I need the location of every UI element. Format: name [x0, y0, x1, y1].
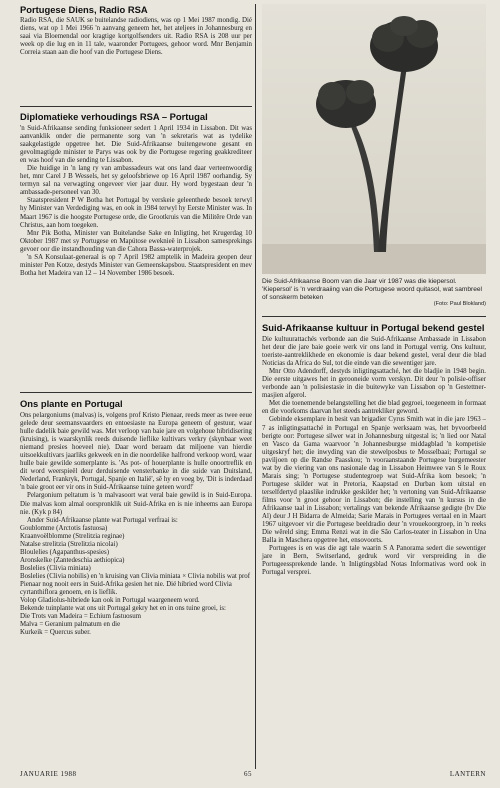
article-title: Diplomatieke verhoudings RSA – Portugal [20, 111, 208, 122]
section-divider [262, 316, 486, 317]
paragraph: 'n Suid-Afrikaanse sending funksioneer sedert 1 April 1934 in Lissabon. Dit was aanvanklik onder die permanente sorg van 'n sekretaris wat as tydelike saakgelastigde opgetree het. Die Suid-Afrikaanse buitengewone gesant en gevolmagtigde minister te Parys was ook by die Portugese regering geakkrediteer en was hoof van die sending te Lissabon. [20, 125, 252, 165]
paragraph: Mnr Otto Adendorff, destyds inligtingsattaché, het die bladjie in 1948 begin. Die eerste uitgawes het in gerooneide vorm verskyn. Dit deur 'n polisie-offiser verbonde aan 'n polisiestasie in die buitewyke van Lissabon op 'n Gestettner-masjien afgerol. [262, 368, 486, 400]
magazine-name: LANTERN [449, 770, 486, 778]
list-item: Kraanvoëlblomme (Strelitzia reginae) [20, 532, 125, 540]
article-title: Portugese Diens, Radio RSA [20, 4, 148, 15]
article-title: Suid-Afrikaanse kultuur in Portugal bekend gestel [262, 322, 485, 333]
article-diplomatic-relations [20, 111, 252, 278]
paragraph: Pelargonium peltatum is 'n malvasoort wat veral baie gewild is in Suid-Europa. Die malvas kom almal oorspronklik uit Suid-Afrika en is nie inheems aan Europa nie. (Kyk p 84) [20, 492, 252, 516]
list-item: Boslelies (Clivia nobilis) en 'n kruising van Clivia miniata × Clivia nobilis wat prof Pienaar nog nooit eers in Suid-Afrika gesien het nie. Dié hibried word Clivia cyrtanthiflora genoem, en is lieflik. [20, 572, 251, 597]
article-body [262, 336, 486, 577]
article-radio-rsa [20, 4, 252, 57]
paragraph: 'n SA Konsulaat-generaal is op 7 April 1982 amptelik in Madeira geopen deur minister Pen Kotze, destyds Minister van Gemeenskapsbou. Staatspresident en mev Botha het Madeira van 12 – 14 November 1986 besoek. [20, 253, 252, 277]
article-body [20, 17, 252, 57]
plant-list [20, 525, 252, 638]
paragraph: Ons pelargoniums (malvas) is, volgens prof Kristo Pienaar, reeds meer as twee eeue gelede deur seemansvaarders en entoesiaste na Europa geneem of gestuur, waar hulle dadelik baie gewild was. Met verloop van baie jare en volgehoue hibridisering (kruising), is waarskynlik reeds duisende lieflike kultivars verkry (skynbaar weet niemand presies hoeveel nie). Daar word beraam dat miljoene van hierdie uitsoekkultivars jaarliks gekweek en in die noordelike halfrond verkoop word, waar hulle baie gewilde somerplante is. 'As pot- of houerplante is hulle onoortreflik en dit word weerspieël deur derduisende vensterbanke in die suide van Duitsland, Nederland, Frankryk, Portugal, Spanje en Italië', sê hy en voeg by, 'Dit is inderdaad 'n baie groot eer vir ons in Suid-Afrikaanse tuine geteen word!' [20, 412, 252, 492]
article-title: Ons plante en Portugal [20, 398, 123, 409]
column-divider [255, 4, 256, 769]
article-culture-portugal [262, 322, 486, 577]
list-item: Kurkeik = Quercus suber. [20, 629, 91, 637]
section-divider [20, 106, 252, 107]
caption-text: Die Suid-Afrikaanse Boom van die Jaar vir 1987 was die kiepersol. 'Kiepersol' is 'n verdraaiing van die Portugese woord quitasol, wat sambreel of sonskerm beteken [262, 278, 483, 301]
list-item: Malva = Geranium palmatum en die [20, 621, 121, 629]
paragraph: Die kultuurattachés verbonde aan die Suid-Afrikaanse Ambassade in Lissabon het deur die jare baie goeie werk vir ons land in Portugal verrig. Ons kultuur, toeriste-aantreklikhede en ekonomie is daar bekend gestel, veral deur die blad Noticias da Africa do Sul, tot die einde van die sewentiger jare. [262, 336, 486, 368]
tree-illustration [262, 4, 486, 274]
paragraph: Portugees is en was die agt tale waarin S A Panorama sedert die sewentiger jare in Bern, Switserland, gedruk word vir verspreiding in die Portugeessprekende lande. 'n Inligtingsblad Notas Informativas word ook in Portugal versprei. [262, 545, 486, 577]
paragraph: Ander Suid-Afrikaanse plante wat Portugal verfraai is: [27, 516, 178, 524]
page-number: 65 [244, 770, 252, 778]
list-item: Goublomme (Arctotis fastuosa) [20, 524, 108, 532]
issue-date: JANUARIE 1988 [20, 770, 77, 778]
article-body [20, 125, 252, 278]
paragraph: Met die toenemende belangstelling het die blad gegroei, toegeneem in formaat en die voorkoms daarvan het steeds aantrekliker geword. [262, 400, 486, 416]
list-item: Natalse strelitzia (Strelitzia nicolai) [20, 540, 118, 548]
list-item: Bloulelies (Agapanthus-spesies) [20, 548, 109, 556]
list-item: Volop Gladiolus-hibriede kan ook in Portugal waargeneem word. [20, 597, 200, 605]
article-body [20, 412, 252, 637]
paragraph: Gebinde eksemplare in besit van brigadier Cyrus Smith wat in die jare 1963 – 7 as inligtingsattaché in Portugal en Spanje werksaam was, het byvoorbeeld berigte oor: Portugese silwer wat in Johannesburg uitgestal is; 'n lied oor Natal en Vasco da Gama waarvoor 'n Johannesburgse middagblad 'n kompetisie uitgeskryf het; die inwyding van die stewelposbus te Mosselbaai; Portugal se paviljoen op die Randse Paasskou; 'n vooraanstaande Portugese burgemeester wat by die viering van ons nasionale dag in Lissabon Heimwee van S le Roux Marais sing; 'n Portugese studentegroep wat Suid-Afrika kom besoek; 'n Portugese skilder wat in Pretoria, Kaapstad en Durban kom uitstal en terselfdertyd plaaslike indrukke geskilder het; 'n vertoning van Suid-Afrikaanse films voor 'n groot gehoor in Lissabon; die instelling van 'n kursus in die Afrikaanse taal in Lissabon; vertalings van bekende Afrikaanse gedigte (bv Die Al) deur J H Bidarra de Almeida; Sarie Marais in Portugees vertaal en in Maart 1967 uitgevoer vir die Portugese beeldradio deur 'n vrouekoorgroep, in 'n reeks Die wêreld sing; Emma Renzi wat in die São Carlos-teater in Lissabon in Una Balla in Maschera opgetree het, ensovoorts. [262, 416, 486, 545]
photo-caption [262, 278, 486, 309]
paragraph: Radio RSA, die SAUK se buitelandse radiodiens, was op 1 Mei 1987 mondig. Dié diens, wat op 1 Mei 1966 'n aanvang geneem het, het ateljees in Johannesburg en saai via Bloemendal oor kragtige kortgolfsenders uit. Radio RSA is 208 uur per week op die lug en in 11 tale, waaronder Portugees, gehoor word. Mnr Benjamin Correia staan aan die hoof van die Portugese Diens. [20, 17, 252, 57]
paragraph: Die huidige in 'n lang ry van ambassadeurs wat ons land daar verteenwoordig het, mnr Carel J B Wessels, het sy geloofsbriewe op 16 April 1987 oorhandig. Sy termyn sal na verwagting ongeveer vier jaar duur. Hy word bygestaan deur 'n ambassade-personeel van 30. [20, 165, 252, 197]
list-item: Boslelies (Clivia miniata) [20, 564, 91, 572]
list-item: Die Trots van Madeira = Echium fastuosum [20, 613, 142, 621]
list-item: Aronskelke (Zantedeschia aethiopica) [20, 556, 125, 564]
paragraph: Mnr Pik Botha, Minister van Buitelandse Sake en Inligting, het Krugerdag 10 Oktober 1987 met sy Portugese en Mapútose eweknieë in Lissabon samesprekings gevoer oor die instandhouding van die Cahora Bassa-waterprojek. [20, 229, 252, 253]
paragraph: Staatspresident P W Botha het Portugal by verskeie geleenthede besoek terwyl hy Minister van Verdediging was, en ook in 1984 terwyl hy Eerste Minister was. In Maart 1967 is die hoogste Portugese orde, die Grootkruis van die Militêre Orde van Christus, aan hom toegeken. [20, 197, 252, 229]
kiepersol-tree-photo [262, 4, 486, 274]
section-divider [20, 392, 252, 393]
article-plants-portugal [20, 398, 252, 637]
photo-credit: (Foto: Paul Blokland) [433, 301, 486, 308]
list-item: Bekende tuinplante wat ons uit Portugal gekry het en in ons tuine groei, is: [20, 605, 226, 613]
